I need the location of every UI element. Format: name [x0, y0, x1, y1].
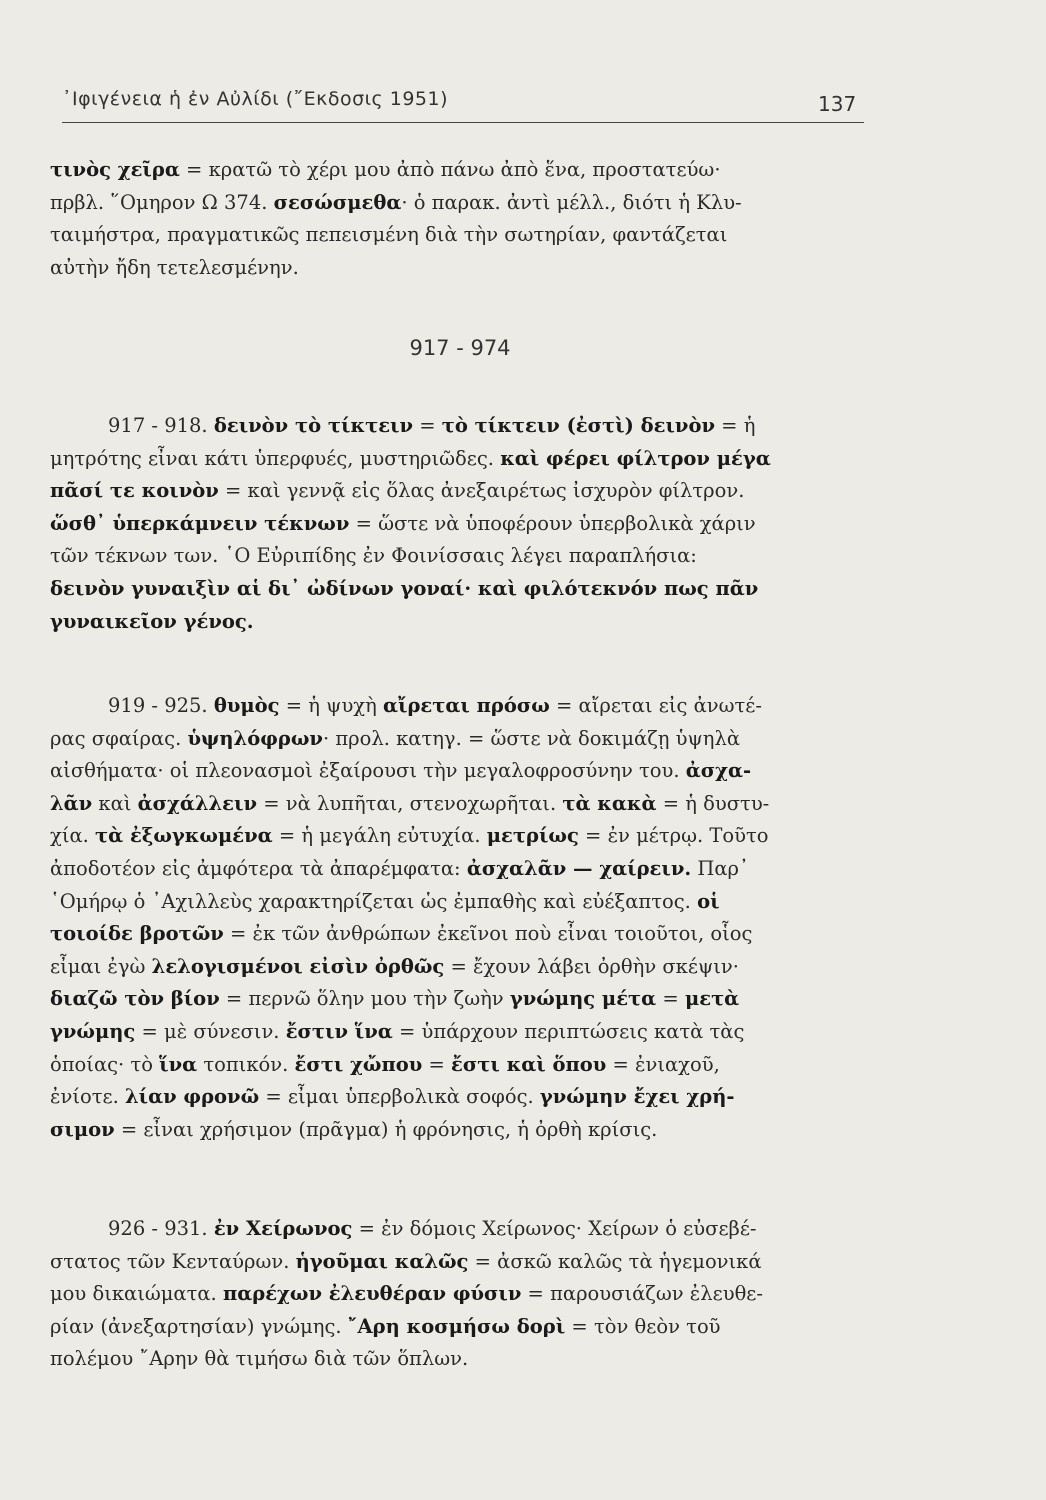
- gloss-text: =: [656, 987, 685, 1011]
- lemma-term: ὑψηλόφρων: [187, 726, 323, 750]
- lemma-term: ἵνα: [159, 1052, 198, 1076]
- gloss-text: = ὥστε νὰ ὑποφέρουν ὑπερβολικὰ χάριν: [349, 511, 756, 535]
- lemma-term: ἀσχα-: [685, 759, 752, 783]
- lemma-term: οἱ: [697, 889, 720, 913]
- text-line: [50, 690, 872, 723]
- gloss-text: πρβλ. ῞Ομηρον Ω 374.: [50, 190, 274, 214]
- gloss-text: = καὶ γεννᾷ εἰς ὅλας ἀνεξαιρέτως ἰσχυρὸν φίλτρον.: [218, 479, 745, 503]
- lemma-term: τὸ τίκτειν (ἐστὶ) δεινὸν: [441, 414, 715, 437]
- gloss-text: · προλ. κατηγ. = ὥστε νὰ δοκιμάζῃ ὑψηλὰ: [322, 726, 741, 750]
- text-line: [50, 886, 872, 919]
- commentary-paragraph: [50, 154, 872, 284]
- gloss-text: στατος τῶν Κενταύρων.: [50, 1249, 296, 1273]
- text-line: [50, 1278, 872, 1311]
- gloss-text: = ἐν μέτρῳ. Τοῦτο: [578, 824, 769, 848]
- gloss-text: 919 - 925.: [108, 694, 214, 717]
- text-line: [50, 723, 872, 756]
- gloss-text: = ἐνιαχοῦ,: [606, 1052, 720, 1076]
- text-line: [50, 1343, 872, 1376]
- gloss-text: ρας σφαίρας.: [50, 726, 188, 750]
- page-number: 137: [818, 92, 857, 116]
- lemma-term: παρέχων ἐλευθέραν φύσιν: [222, 1282, 522, 1306]
- lemma-term: αἴρεται πρόσω: [383, 694, 550, 717]
- gloss-text: μου δικαιώματα.: [50, 1282, 223, 1306]
- commentary-paragraph: [50, 690, 872, 1146]
- gloss-text: = ἡ ψυχὴ: [279, 694, 383, 717]
- text-line: [50, 1016, 872, 1049]
- lemma-term: ἐν Χείρωνος: [213, 1217, 353, 1240]
- lemma-term: γνώμης: [50, 1019, 136, 1043]
- gloss-text: χία.: [50, 824, 96, 848]
- lemma-term: ἡγοῦμαι καλῶς: [295, 1249, 469, 1273]
- gloss-text: ὁποίας· τὸ: [50, 1052, 160, 1076]
- gloss-text: = παρουσιάζων ἐλευθε-: [521, 1282, 763, 1306]
- gloss-text: · ὁ παρακ. ἀντὶ μέλλ., διότι ἡ Κλυ-: [401, 190, 742, 214]
- text-line: [50, 1213, 872, 1246]
- lemma-term: γνώμης μέτα: [509, 987, 657, 1011]
- gloss-text: = κρατῶ τὸ χέρι μου ἀπὸ πάνω ἀπὸ ἕνα, προστατεύω·: [179, 158, 721, 181]
- text-line: [50, 540, 872, 573]
- gloss-text: = ἐν δόμοις Χείρωνος· Χείρων ὁ εὐσεβέ-: [352, 1217, 757, 1240]
- gloss-text: ῾Ομήρῳ ὁ ᾿Αχιλλεὺς χαρακτηρίζεται ὡς ἐμπαθὴς καὶ εὐέξαπτος.: [50, 889, 698, 913]
- gloss-text: αἰσθήματα· οἱ πλεονασμοὶ ἐξαίρουσι τὴν μεγαλοφροσύνην του.: [50, 759, 686, 783]
- gloss-text: = ὑπάρχουν περιπτώσεις κατὰ τὰς: [392, 1019, 745, 1043]
- commentary-paragraph: [50, 1213, 872, 1376]
- gloss-text: = ἡ: [714, 414, 756, 437]
- commentary-paragraph: [50, 410, 872, 638]
- lemma-term: θυμὸς: [213, 694, 280, 717]
- lemma-term: λᾶν: [50, 791, 93, 815]
- gloss-text: Παρ᾿: [691, 856, 749, 880]
- text-line: [50, 1049, 872, 1082]
- text-line: [50, 1311, 872, 1344]
- text-line: [50, 606, 872, 639]
- lemma-term: μετὰ: [684, 987, 740, 1011]
- gloss-text: εἶμαι ἐγὼ: [50, 954, 152, 978]
- lemma-term: δεινὸν γυναιξὶν αἱ δι᾿ ὠδίνων γοναί· καὶ φιλότεκνόν πως πᾶν: [50, 576, 759, 600]
- gloss-text: μητρότης εἶναι κάτι ὑπερφυές, μυστηριῶδες.: [50, 446, 501, 470]
- lemma-term: λίαν φρονῶ: [125, 1085, 260, 1109]
- gloss-text: καὶ: [92, 791, 138, 815]
- text-line: [50, 475, 872, 508]
- lemma-term: σιμον: [50, 1117, 115, 1141]
- lemma-term: διαζῶ τὸν βίον: [50, 987, 220, 1011]
- gloss-text: ἀποδοτέον εἰς ἀμφότερα τὰ ἀπαρέμφατα:: [50, 856, 467, 880]
- gloss-text: ταιμήστρα, πραγματικῶς πεπεισμένη διὰ τὴν σωτηρίαν, φαντάζεται: [50, 223, 728, 247]
- lemma-term: τοιοίδε βροτῶν: [50, 922, 224, 946]
- gloss-text: = ἡ δυστυ-: [656, 791, 770, 815]
- lemma-term: μετρίως: [486, 824, 579, 848]
- lemma-term: δεινὸν τὸ τίκτειν: [213, 414, 414, 437]
- lemma-term: γνώμην ἔχει χρή-: [539, 1085, 735, 1109]
- lemma-term: ῎Αρη κοσμήσω δορὶ: [347, 1314, 566, 1338]
- gloss-text: = νὰ λυπῆται, στενοχωρῆται.: [257, 791, 563, 815]
- gloss-text: τοπικόν.: [197, 1052, 295, 1076]
- text-line: [50, 918, 872, 951]
- lemma-term: τὰ κακὰ: [562, 791, 657, 815]
- text-line: [50, 951, 872, 984]
- lemma-term: ἀσχαλᾶν — χαίρειν.: [466, 856, 692, 880]
- text-line: [50, 983, 872, 1016]
- lemma-term: λελογισμένοι εἰσὶν ὀρθῶς: [151, 954, 445, 978]
- header-rule: [62, 122, 864, 123]
- text-line: [50, 1114, 872, 1147]
- text-line: [50, 573, 872, 606]
- text-line: [50, 820, 872, 853]
- text-line: [50, 1081, 872, 1114]
- gloss-text: 917 - 918.: [108, 414, 214, 437]
- lemma-term: καὶ φέρει φίλτρον μέγα: [500, 446, 771, 470]
- gloss-text: = μὲ σύνεσιν.: [135, 1019, 286, 1043]
- text-line: [50, 410, 872, 443]
- gloss-text: = αἴρεται εἰς ἀνωτέ-: [549, 694, 762, 717]
- gloss-text: = ἀσκῶ καλῶς τὰ ἡγεμονικά: [468, 1249, 762, 1273]
- lemma-term: ὥσθ᾿ ὑπερκάμνειν τέκνων: [50, 511, 350, 535]
- gloss-text: = ἔχουν λάβει ὀρθὴν σκέψιν·: [444, 954, 739, 978]
- gloss-text: πολέμου ῎Αρην θὰ τιμήσω διὰ τῶν ὅπλων.: [50, 1347, 469, 1371]
- text-line: [50, 154, 872, 187]
- lemma-term: σεσώσμεθα: [273, 190, 402, 214]
- lemma-term: ἔστι καὶ ὅπου: [451, 1052, 607, 1076]
- gloss-text: ἐνίοτε.: [50, 1085, 125, 1109]
- running-header: ᾿Ιφιγένεια ἡ ἐν Αὐλίδι (῎Εκδοσις 1951): [62, 88, 449, 110]
- lemma-term: τινὸς χεῖρα: [50, 158, 180, 181]
- text-line: [50, 252, 872, 285]
- text-line: [50, 219, 872, 252]
- section-heading: 917 - 974: [409, 336, 511, 360]
- gloss-text: αὐτὴν ἤδη τετελεσμένην.: [50, 255, 299, 279]
- text-line: [50, 853, 872, 886]
- gloss-text: = τὸν θεὸν τοῦ: [565, 1314, 721, 1338]
- gloss-text: τῶν τέκνων των. ῾Ο Εὐριπίδης ἐν Φοινίσσαις λέγει παραπλήσια:: [50, 544, 697, 568]
- text-line: [50, 443, 872, 476]
- lemma-term: ἔστι χὤπου: [294, 1052, 423, 1076]
- gloss-text: = εἶναι χρήσιμον (πρᾶγμα) ἡ φρόνησις, ἡ ὀρθὴ κρίσις.: [114, 1117, 658, 1141]
- text-line: [50, 187, 872, 220]
- lemma-term: ἀσχάλλειν: [137, 791, 258, 815]
- gloss-text: =: [422, 1052, 452, 1076]
- text-line: [50, 508, 872, 541]
- gloss-text: = περνῶ ὅλην μου τὴν ζωὴν: [219, 987, 510, 1011]
- gloss-text: = ἐκ τῶν ἀνθρώπων ἐκεῖνοι ποὺ εἶναι τοιοῦτοι, οἷος: [223, 922, 753, 946]
- lemma-term: ἔστιν ἵνα: [285, 1019, 393, 1043]
- text-line: [50, 755, 872, 788]
- gloss-text: 926 - 931.: [108, 1217, 214, 1240]
- text-line: [50, 788, 872, 821]
- lemma-term: γυναικεῖον γένος.: [50, 609, 254, 633]
- text-line: [50, 1246, 872, 1279]
- gloss-text: =: [413, 414, 442, 437]
- lemma-term: τὰ ἐξωγκωμένα: [95, 824, 273, 848]
- gloss-text: = εἶμαι ὑπερβολικὰ σοφός.: [259, 1085, 540, 1109]
- gloss-text: = ἡ μεγάλη εὐτυχία.: [272, 824, 487, 848]
- gloss-text: ρίαν (ἀνεξαρτησίαν) γνώμης.: [50, 1314, 348, 1338]
- lemma-term: πᾶσί τε κοινὸν: [50, 479, 219, 503]
